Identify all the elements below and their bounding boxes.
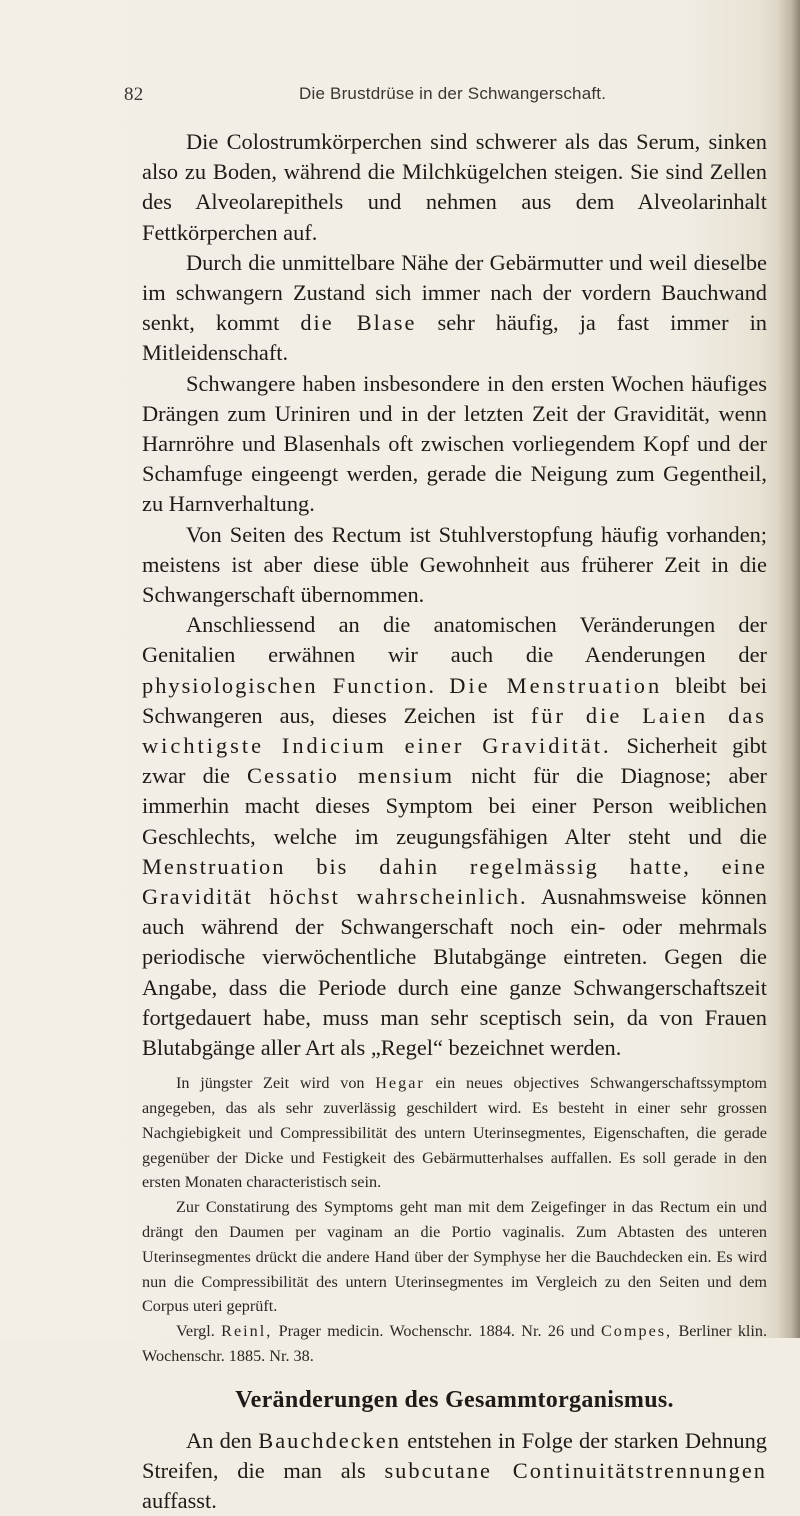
paragraph-text: An den xyxy=(186,1427,252,1453)
note-text: ein neues objectives Schwangerschaftssymptom angegeben, das als sehr zuverlässig geschildert wird. Es besteht in einer sehr grossen Nachgiebigkeit und Compressibilität des untern Uterinsegmentes, Eigenschaften, die gerade gegenüber der Dicke und Festigkeit des Gebärmutterhalses auffallen. Es soll gerade in den ersten Monaten characteristisch sein. xyxy=(142,1074,768,1192)
note-text: Berliner klin. Wochenschr. 1885. Nr. 38. xyxy=(142,1322,768,1366)
paragraph-text: Anschliessend an die anatomischen Veränderungen der Genitalien erwähnen wir auch die Aenderungen der xyxy=(142,612,767,668)
note-text: In jüngster Zeit wird von xyxy=(176,1074,365,1093)
emphasis-cessatio: Cessatio mensium xyxy=(247,763,455,789)
paragraph-blase xyxy=(142,248,767,369)
emphasis-wahrscheinlich: Menstruation bis dahin regelmässig hatte, eine Gravidität höchst wahrscheinlich. xyxy=(142,853,767,910)
page-edge-shadow xyxy=(778,0,800,1338)
page-number: 82 xyxy=(124,84,144,105)
author-reinl: Reinl, xyxy=(221,1322,273,1341)
emphasis-bauchdecken: Bauchdecken xyxy=(258,1427,401,1453)
paragraph-bauchdecken xyxy=(142,1426,767,1516)
paragraph-text: sehr häufig, ja fast immer in Mitleidenschaft. xyxy=(142,310,767,366)
author-compes: Compes, xyxy=(601,1322,673,1341)
paragraph-menstruation xyxy=(142,610,767,1063)
note-references xyxy=(142,1319,767,1369)
footnote-block xyxy=(142,1071,767,1369)
paragraph-colostrum: Die Colostrumkörperchen sind schwerer als das Serum, sinken also zu Boden, während die Milchkügelchen steigen. Sie sind Zellen des Alveolarepithels und nehmen aus dem Alveolarinhalt Fettkörperchen auf. xyxy=(142,129,767,245)
page-body xyxy=(142,127,767,1516)
paragraph-schwangere: Schwangere haben insbesondere in den ersten Wochen häufiges Drängen zum Uriniren und in der letzten Zeit der Gravidität, wenn Harnröhre und Blasenhals oft zwischen vorliegendem Kopf und der Schamfuge eingeengt werden, gerade die Neigung zum Gegentheil, zu Harnverhaltung. xyxy=(142,370,767,517)
paragraph-rectum: Von Seiten des Rectum ist Stuhlverstopfung häufig vorhanden; meistens ist aber diese üble Gewohnheit aus früherer Zeit in die Schwangerschaft übernommen. xyxy=(142,521,767,608)
paragraph-text: Sicherheit gibt zwar die xyxy=(142,733,767,789)
emphasis-menstruation: Die Menstruation xyxy=(449,672,663,698)
paragraph-text: Durch die unmittelbare Nähe der Gebärmutter und weil dieselbe im schwangern Zustand sich immer nach der vordern Bauchwand senkt, kommt xyxy=(142,249,767,336)
running-title: Die Brustdrüse in der Schwangerschaft. xyxy=(299,84,607,103)
note-constatirung: Zur Constatirung des Symptoms geht man mit dem Zeigefinger in das Rectum ein und drängt den Daumen per vaginam an die Portio vaginalis. Zum Abtasten des unteren Uterinsegmentes drückt die andere Hand über der Symphyse her die Bauchdecken ein. Es wird nun die Compressibilität des untern Uterinsegmentes im Vergleich zu den Seiten und dem Corpus uteri geprüft. xyxy=(142,1198,767,1316)
note-text: Vergl. xyxy=(176,1322,215,1341)
section-heading: Veränderungen des Gesammtorganismus. xyxy=(235,1386,674,1413)
paragraph-text: Ausnahmsweise können auch während der Schwangerschaft noch ein- oder mehrmals periodische vierwöchentliche Blutabgänge eintreten. Gegen die Angabe, dass die Periode durch eine ganze Schwangerschaftszeit fortgedauert habe, muss man sehr sceptisch sein, da von Frauen Blutabgänge aller Art als „Regel“ bezeichnet werden. xyxy=(142,884,767,1061)
main-text xyxy=(142,127,767,1063)
author-hegar: Hegar xyxy=(375,1074,425,1093)
emphasis-function: physiologischen Function. xyxy=(142,672,436,698)
note-hegar xyxy=(142,1071,767,1195)
section-text xyxy=(142,1426,767,1516)
emphasis-blase: die Blase xyxy=(300,310,417,336)
emphasis-indicium: für die Laien das wichtigste Indicium einer Gravidität. xyxy=(142,702,767,759)
paragraph-text: auffasst. xyxy=(142,1488,217,1514)
emphasis-subcutane: subcutane Continuitätstrennungen xyxy=(384,1458,767,1484)
paragraph-text: nicht für die Diagnose; aber immerhin macht dieses Symptom bei einer Person weiblichen Geschlechts, welche im zeugungsfähigen Alter steht und die xyxy=(142,763,767,849)
note-text: Prager medicin. Wochenschr. 1884. Nr. 26 und xyxy=(278,1322,595,1341)
paragraph-text: bleibt bei Schwangeren aus, dieses Zeichen ist xyxy=(142,672,767,728)
paragraph-text: entstehen in Folge der starken Dehnung Streifen, die man als xyxy=(142,1427,767,1484)
